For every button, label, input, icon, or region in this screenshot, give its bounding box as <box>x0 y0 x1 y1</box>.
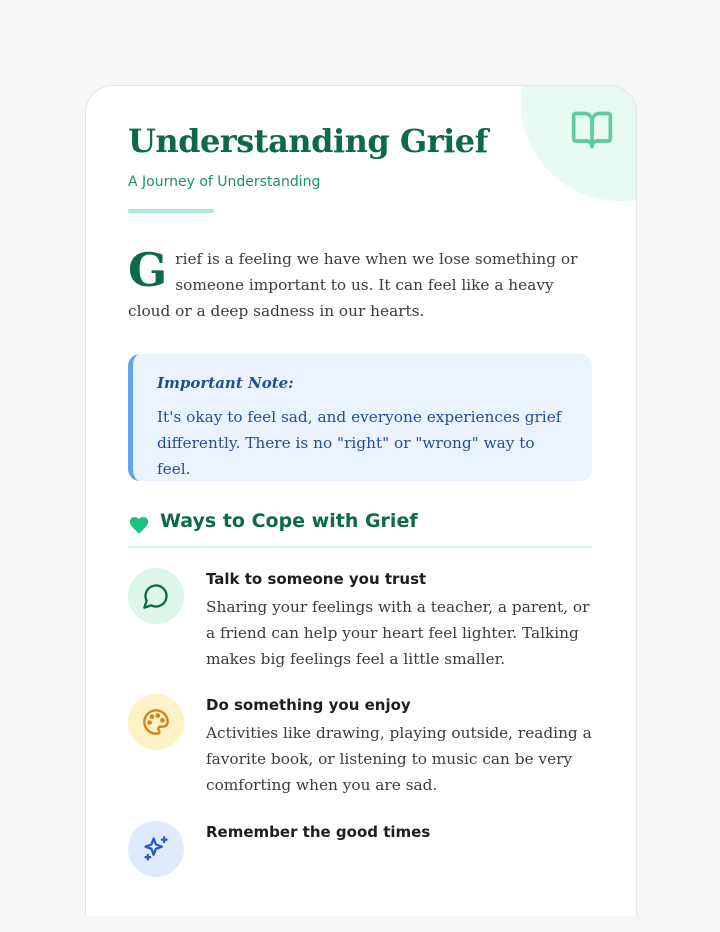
grief-card <box>85 85 637 916</box>
drop-cap: G <box>128 243 168 297</box>
palette-icon-circle <box>128 694 184 750</box>
sparkles-icon <box>142 835 170 863</box>
open-book-icon <box>570 108 614 152</box>
coping-item-text: Activities like drawing, playing outside, reading a favorite book, or listening to music can be very comforting when you are sad. <box>206 724 592 794</box>
chat-bubble-icon <box>142 582 170 610</box>
coping-item-title: Remember the good times <box>206 823 431 841</box>
note-body: It's okay to feel sad, and everyone experiences grief differently. There is no "right" or "wrong" way to feel. <box>157 408 562 478</box>
page-title: Understanding Grief <box>128 122 488 160</box>
intro-text: rief is a feeling we have when we lose something or someone important to us. It can feel like a heavy cloud or a deep sadness in our hearts. <box>128 250 578 320</box>
section-title: Ways to Cope with Grief <box>160 510 418 532</box>
intro-paragraph <box>128 243 598 324</box>
note-title: Important Note: <box>157 374 294 392</box>
sparkles-icon-circle <box>128 821 184 877</box>
title-accent-bar <box>128 209 214 213</box>
coping-item-title: Do something you enjoy <box>206 696 411 714</box>
section-divider <box>128 546 592 548</box>
palette-icon <box>142 708 170 736</box>
coping-item-title: Talk to someone you trust <box>206 570 427 588</box>
important-note-callout <box>128 354 592 481</box>
chat-icon-circle <box>128 568 184 624</box>
heart-icon <box>128 514 150 536</box>
coping-item-text: Sharing your feelings with a teacher, a parent, or a friend can help your heart feel lighter. Talking makes big feelings feel a little smaller. <box>206 598 590 668</box>
page-subtitle: A Journey of Understanding <box>128 174 321 190</box>
